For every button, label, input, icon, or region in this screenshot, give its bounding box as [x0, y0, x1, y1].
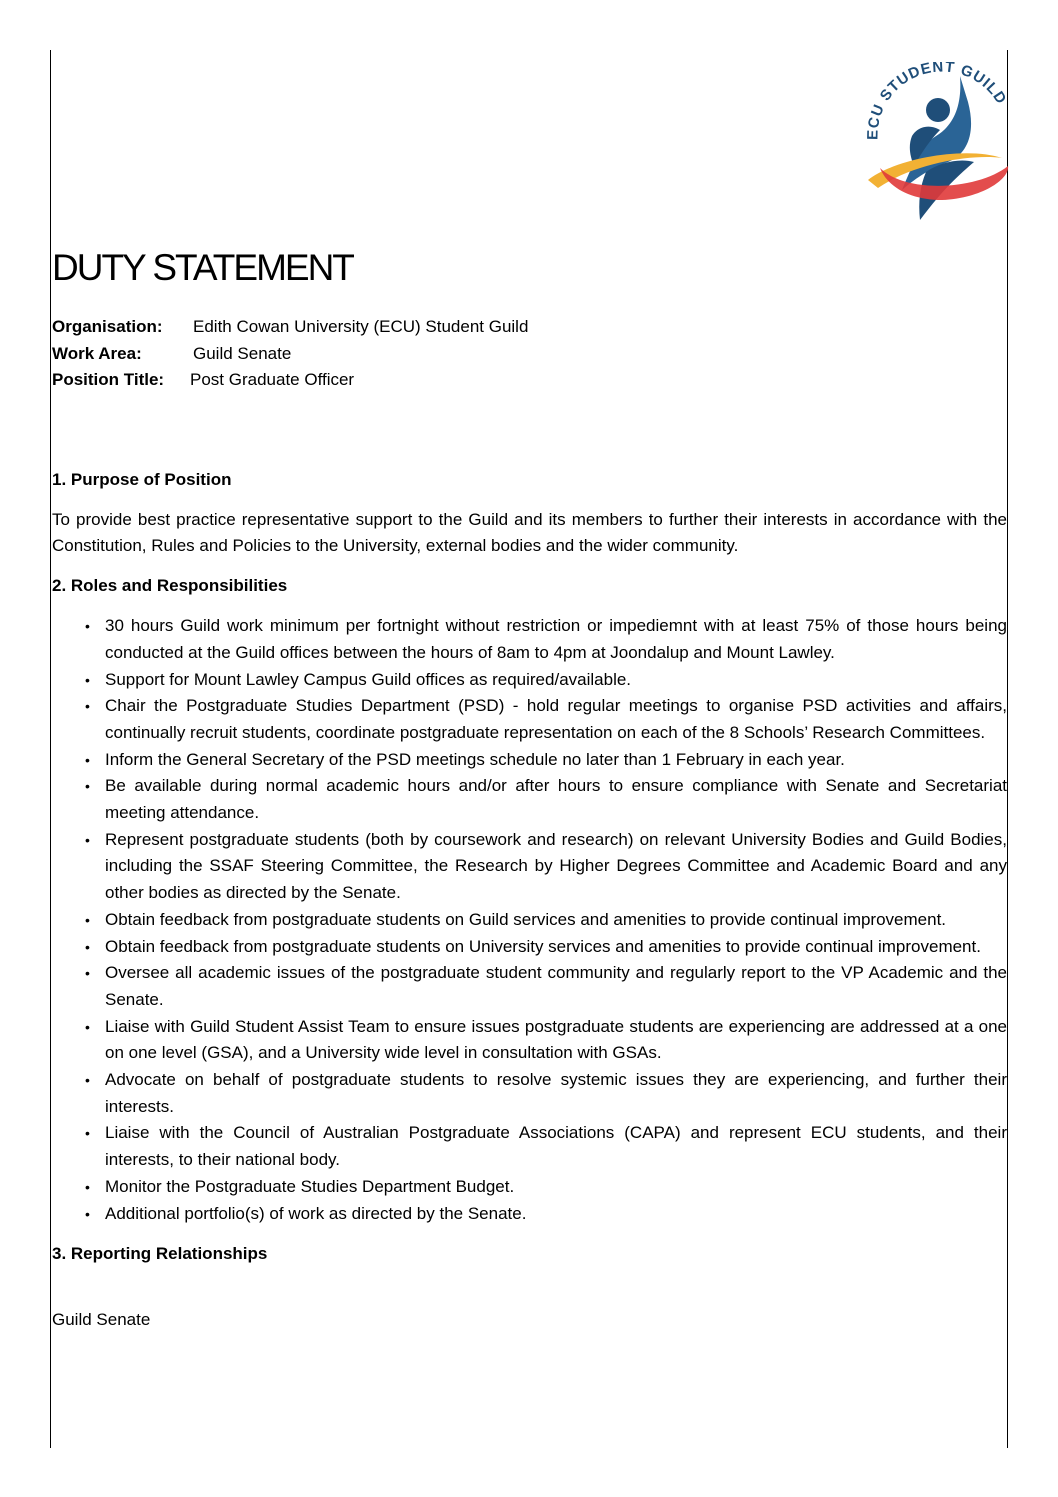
ecu-student-guild-logo: [856, 62, 1014, 226]
list-item-text: Be available during normal academic hours and/or after hours to ensure compliance with Senate and Secretariat meeting attendance.: [105, 776, 1007, 823]
left-border-rule: [50, 50, 51, 1448]
bullet-icon: •: [85, 1072, 90, 1089]
bullet-icon: •: [85, 751, 90, 768]
bullet-icon: •: [85, 1205, 90, 1222]
list-item-text: Obtain feedback from postgraduate students on Guild services and amenities to provide continual improvement.: [105, 909, 947, 929]
list-item-text: Chair the Postgraduate Studies Department (PSD) - hold regular meetings to organise PSD activities and affairs, continually recruit students, coordinate postgraduate representation on each of the 8 Schools’ Research Committees.: [105, 696, 1007, 742]
list-item: [85, 613, 1007, 666]
list-item-text: Liaise with Guild Student Assist Team to ensure issues postgraduate students are experiencing are addressed at a one on one level (GSA), and a University wide level in consultation with GSAs.: [105, 1016, 1007, 1063]
work-area-row: [52, 341, 1007, 368]
list-item: [85, 747, 1007, 774]
list-item: [85, 934, 1007, 961]
right-border-rule: [1007, 50, 1008, 1448]
bullet-icon: •: [85, 671, 90, 688]
list-item-text: Inform the General Secretary of the PSD meetings schedule no later than 1 February in each year.: [105, 749, 845, 769]
list-item-text: Obtain feedback from postgraduate students on University services and amenities to provide continual improvement.: [105, 936, 981, 956]
svg-text:ECU STUDENT GUILD: ECU STUDENT GUILD: [864, 62, 1011, 141]
list-item-text: Support for Mount Lawley Campus Guild offices as required/available.: [105, 669, 632, 689]
list-item: [85, 693, 1007, 746]
bullet-icon: •: [85, 831, 90, 848]
purpose-text: To provide best practice representative support to the Guild and its members to further their interests in accordance with the Constitution, Rules and Policies to the University, external bodies and the wider community.: [52, 509, 1007, 556]
list-item: [85, 1014, 1007, 1067]
bullet-icon: •: [85, 618, 90, 635]
duty-statement-document: [52, 244, 1007, 1333]
list-item-text: Liaise with the Council of Australian Postgraduate Associations (CAPA) and represent ECU students, and their interests, to their national body.: [105, 1123, 1007, 1170]
bullet-icon: •: [85, 778, 90, 795]
bullet-icon: •: [85, 938, 90, 955]
responsibilities-list: [52, 613, 1007, 1227]
roles-heading: 2. Roles and Responsibilities: [52, 576, 288, 596]
list-item: [85, 1120, 1007, 1173]
list-item-text: Represent postgraduate students (both by coursework and research) on relevant University Bodies and Guild Bodies, including the SSAF Steering Committee, the Research by Higher Degrees Committee and Academic Board and any other bodies as directed by the Senate.: [105, 829, 1007, 903]
bullet-icon: •: [85, 1018, 90, 1035]
organisation-value: Edith Cowan University (ECU) Student Guild: [193, 317, 529, 336]
bullet-icon: •: [85, 965, 90, 982]
position-title-label: Position Title:: [52, 370, 165, 389]
organisation-row: [52, 314, 1007, 341]
list-item: [85, 827, 1007, 907]
bullet-icon: •: [85, 698, 90, 715]
bullet-icon: •: [85, 1178, 90, 1195]
reporting-heading: 3. Reporting Relationships: [52, 1244, 268, 1264]
page-title: DUTY STATEMENT: [52, 247, 353, 288]
work-area-label: Work Area:: [52, 343, 142, 363]
purpose-heading: 1. Purpose of Position: [52, 469, 232, 489]
list-item-text: Monitor the Postgraduate Studies Department Budget.: [105, 1176, 515, 1196]
reporting-text: Guild Senate: [52, 1310, 151, 1330]
position-title-value: Post Graduate Officer: [190, 370, 355, 389]
list-item-text: Advocate on behalf of postgraduate students to resolve systemic issues they are experiencing, and further their interests.: [105, 1070, 1007, 1116]
list-item: [85, 1174, 1007, 1201]
list-item: [85, 1067, 1007, 1120]
list-item-text: Additional portfolio(s) of work as directed by the Senate.: [105, 1203, 527, 1223]
list-item: [85, 960, 1007, 1013]
list-item: [85, 1201, 1007, 1228]
list-item: [85, 907, 1007, 934]
bullet-icon: •: [85, 911, 90, 928]
position-title-row: [52, 367, 1007, 394]
list-item: [85, 773, 1007, 826]
list-item-text: Oversee all academic issues of the postgraduate student community and regularly report to the VP Academic and the Senate.: [105, 963, 1007, 1009]
bullet-icon: •: [85, 1125, 90, 1142]
list-item-text: 30 hours Guild work minimum per fortnight without restriction or impediemnt with at least 75% of those hours being conducted at the Guild offices between the hours of 8am to 4pm at Joondalup and Mount Lawley.: [105, 616, 1007, 662]
organisation-label: Organisation:: [52, 317, 163, 336]
work-area-value: Guild Senate: [193, 343, 292, 363]
list-item: [85, 667, 1007, 694]
position-details: [52, 314, 1007, 394]
